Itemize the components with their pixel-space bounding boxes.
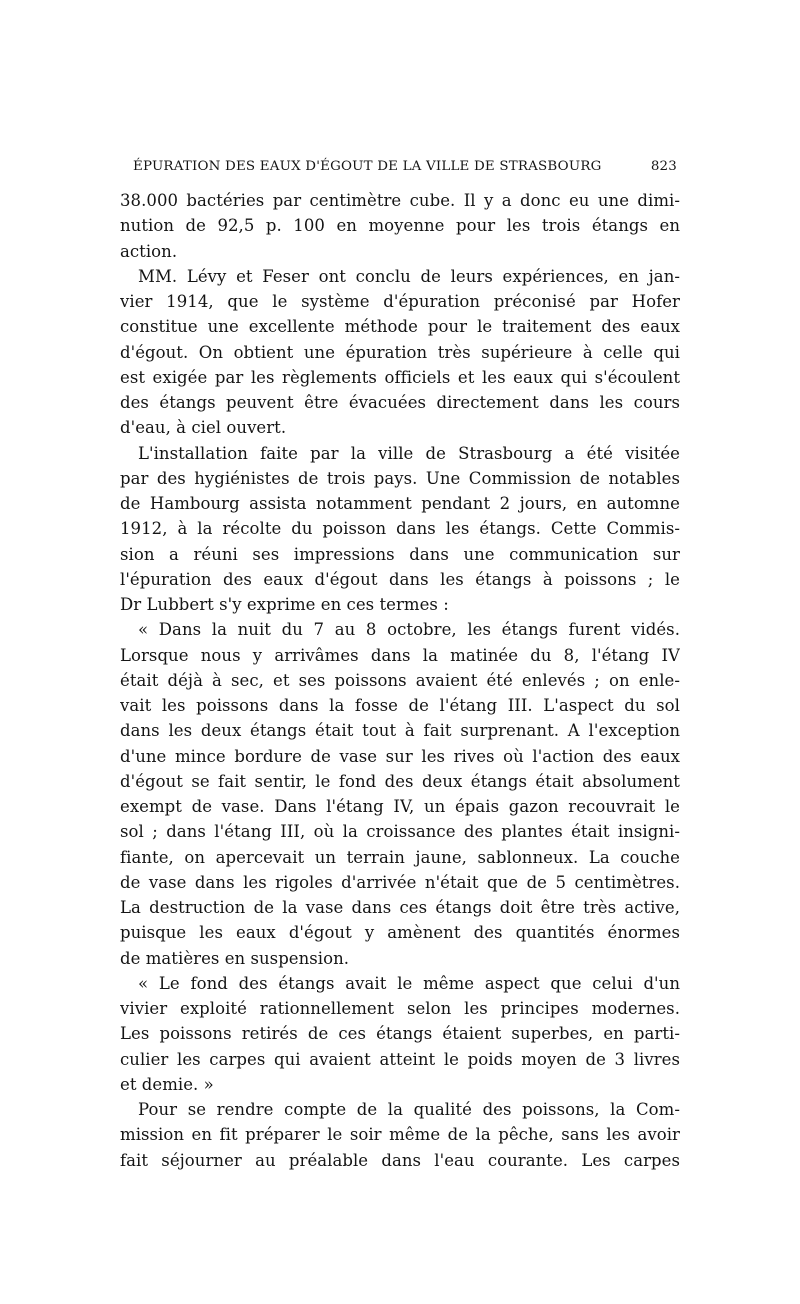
text-line: de vase dans les rigoles d'arrivée n'était que de 5 centimètres. [120,872,680,892]
text-line: est exigée par les règlements officiels et les eaux qui s'écoulent [120,367,680,387]
text-line: vait les poissons dans la fosse de l'étang III. L'aspect du sol [120,696,680,715]
text-line: d'égout. On obtient une épuration très supérieure à celle qui [120,342,680,362]
text-line: sion a réuni ses impressions dans une communication sur [120,544,680,564]
text-line: d'eau, à ciel ouvert. [120,418,287,438]
text-line: des étangs peuvent être évacuées directement dans les cours [120,393,680,412]
page-number: 823 [650,159,677,174]
text-line: l'épuration des eaux d'égout dans les étangs à poissons ; le [120,569,680,589]
running-header [133,159,677,174]
text-line: culier les carpes qui avaient atteint le poids moyen de 3 livres [120,1049,680,1069]
text-line: et demie. » [120,1074,214,1094]
text-line: de matières en suspension. [120,948,350,968]
text-line: était déjà à sec, et ses poissons avaient été enlevés ; on enle- [120,670,680,690]
text-line: 38.000 bactéries par centimètre cube. Il y a donc eu une dimi- [120,191,680,210]
text-line: mission en fit préparer le soir même de la pêche, sans les avoir [120,1125,680,1145]
text-line: constitue une excellente méthode pour le traitement des eaux [120,317,680,337]
text-line: de Hambourg assista notamment pendant 2 jours, en automne [120,494,680,513]
text-line: puisque les eaux d'égout y amènent des quantités énormes [120,923,680,943]
text-line: « Dans la nuit du 7 au 8 octobre, les étangs furent vidés. [138,620,680,640]
text-line: « Le fond des étangs avait le même aspect que celui d'un [138,973,680,993]
text-line: L'installation faite par la ville de Strasbourg a été visitée [138,443,680,463]
text-line: action. [120,241,178,261]
text-line: vier 1914, que le système d'épuration préconisé par Hofer [120,292,680,311]
text-line: Lorsque nous y arrivâmes dans la matinée du 8, l'étang IV [120,645,680,665]
body-text [120,188,680,1173]
text-line: fiante, on apercevait un terrain jaune, sablonneux. La couche [120,847,680,867]
text-line: Dr Lubbert s'y exprime en ces termes : [120,595,449,614]
text-line: d'une mince bordure de vase sur les rives où l'action des eaux [120,746,680,766]
text-line: 1912, à la récolte du poisson dans les étangs. Cette Commis- [120,519,680,539]
text-line: nution de 92,5 p. 100 en moyenne pour les trois étangs en [120,216,680,236]
text-line: Pour se rendre compte de la qualité des poissons, la Com- [138,1100,680,1119]
text-line: La destruction de la vase dans ces étangs doit être très active, [120,898,680,917]
text-line: d'égout se fait sentir, le fond des deux étangs était absolument [120,771,680,791]
text-line: fait séjourner au préalable dans l'eau courante. Les carpes [120,1150,680,1170]
text-line: vivier exploité rationnellement selon les principes modernes. [120,999,680,1018]
text-line: exempt de vase. Dans l'étang IV, un épais gazon recouvrait le [120,797,680,816]
running-title: ÉPURATION DES EAUX D'ÉGOUT DE LA VILLE DE STRASBOURG [133,159,602,174]
text-line: Les poissons retirés de ces étangs étaient superbes, en parti- [120,1024,680,1044]
text-line: dans les deux étangs était tout à fait surprenant. A l'exception [120,721,680,741]
text-line: sol ; dans l'étang III, où la croissance des plantes était insigni- [120,822,680,842]
text-line: par des hygiénistes de trois pays. Une Commission de notables [120,468,680,488]
text-line: MM. Lévy et Feser ont conclu de leurs expériences, en jan- [138,266,680,286]
